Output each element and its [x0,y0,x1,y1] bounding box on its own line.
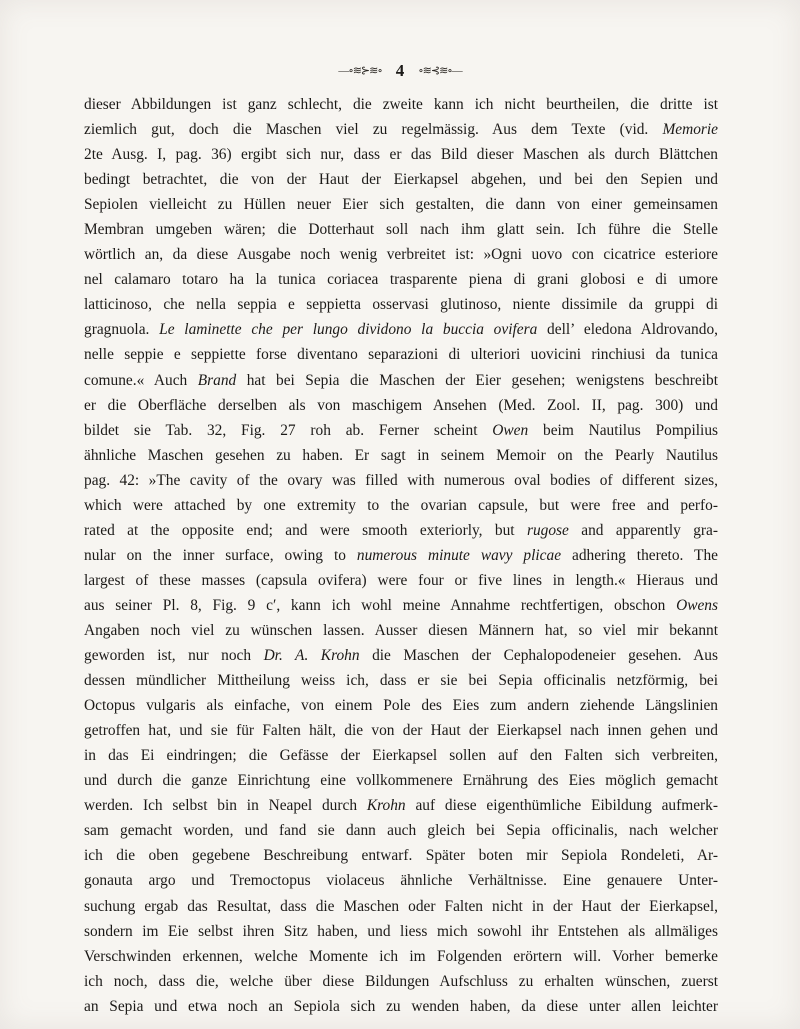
text-run: Sepiolen vielleicht zu Hüllen neuer Eier sich gestalten, die dann von einer gemeinsamen [84,196,718,214]
text-line [84,493,718,518]
text-line [84,793,718,818]
text-line [84,868,718,893]
text-line [84,944,718,969]
text-run: Octopus vulgaris als einfache, von einem Pole des Eies zum andern ziehende Längslinien [84,697,718,715]
text-run: which were attached by one extremity to the ovarian capsule, but were free and perfo- [84,496,718,514]
text-line [84,994,718,1019]
text-run: 2te Ausg. I, pag. 36) ergibt sich nur, dass er das Bild dieser Maschen als durch Blättchen [84,146,718,164]
text-run: ich die oben gegebene Beschreibung entwarf. Später boten mir Sepiola Rondeleti, Ar- [84,847,718,865]
body-text [84,92,718,1019]
text-run: und durch die ganze Einrichtung eine vollkommenere Ernährung des Eies möglich gemacht [84,772,718,790]
text-line [84,267,718,292]
text-line [84,192,718,217]
text-line [84,718,718,743]
italic-text: numerous minute wavy plicae [356,546,562,564]
text-line [84,768,718,793]
text-line [84,693,718,718]
text-run: beim Nautilus Pompilius [528,421,718,439]
text-line [84,117,718,142]
text-run: getroffen hat, und sie für Falten hält, die von der Haut der Eierkapsel nach innen gehen und [84,722,718,740]
text-line [84,543,718,568]
text-run: an Sepia und etwa noch an Sepiola sich zu wenden haben, da diese unter allen leichter [84,997,718,1015]
text-run: latticinoso, che nella seppia e seppietta osservasi glutinoso, niente dissimile da gruppi di [84,296,718,314]
text-run: nular on the inner surface, owing to [84,546,357,564]
italic-text: Owens [676,596,718,614]
text-line [84,593,718,618]
text-run: sondern im Eie selbst ihren Sitz haben, und liess mich sowohl ihr Entstehen als allmäliges [84,922,718,940]
italic-text: rugose [526,521,569,539]
italic-text: Brand [197,371,237,389]
italic-text: Le laminette che per lungo dividono la buccia ovifera [159,321,538,339]
italic-text: Dr. A. Krohn [263,647,360,665]
text-run: dessen mündlicher Mittheilung weiss ich, dass er sie bei Sepia officinalis netzförmig, bei [84,672,718,690]
text-run: er die Oberfläche derselben als von maschigem Ansehen (Med. Zool. II, pag. 300) und [84,396,718,414]
text-run: gragnuola. [84,321,160,339]
text-line [84,894,718,919]
text-run: ähnliche Maschen gesehen zu haben. Er sagt in seinem Memoir on the Pearly Nautilus [84,446,718,464]
header-ornament-right: ∘≋⊰≋∘— [418,65,462,78]
text-line [84,342,718,367]
text-run: bildet sie Tab. 32, Fig. 27 roh ab. Ferner scheint [84,421,493,439]
text-run: in das Ei eindringen; die Gefässe der Eierkapsel sollen auf den Falten sich verbreiten, [84,747,718,765]
text-run: gonauta argo und Tremoctopus violaceus ähnliche Verhältnisse. Eine genauere Unter- [84,872,718,890]
text-run: aus seiner Pl. 8, Fig. 9 c′, kann ich wohl meine Annahme rechtfertigen, obschon [84,596,677,614]
text-run: largest of these masses (capsula ovifera) were four or five lines in length.« Hieraus und [84,571,718,589]
text-line [84,167,718,192]
text-run: ziemlich gut, doch die Maschen viel zu regelmässig. Aus dem Texte (vid. [84,121,663,139]
text-line [84,92,718,117]
text-line [84,668,718,693]
text-line [84,393,718,418]
header-ornament-left: —∘≋⊱≋∘ [338,65,382,78]
text-line [84,443,718,468]
text-line [84,919,718,944]
text-line [84,292,718,317]
text-run: nel calamaro totaro ha la tunica coriacea trasparente piena di grani globosi e di umore [84,271,718,289]
text-line [84,618,718,643]
text-line [84,743,718,768]
page-header [0,60,800,82]
text-run: nelle seppie e seppiette forse diventano separazioni di ulteriori uovicini rinchiusi da tunica [84,346,718,364]
text-run: wörtlich an, da diese Ausgabe noch wenig verbreitet ist: »Ogni uovo con cicatrice esteriore [84,246,718,264]
text-run: dell’ eledona Aldrovando, [537,321,718,339]
text-run: dieser Abbildungen ist ganz schlecht, die zweite kann ich nicht beurtheilen, die dritte ist [84,96,718,113]
text-run: suchung ergab das Resultat, dass die Maschen oder Falten nicht in der Haut der Eierkapsel, [84,897,718,915]
italic-text: Memorie [662,121,718,139]
text-line [84,843,718,868]
text-run: adhering thereto. The [561,546,718,564]
text-line [84,418,718,443]
text-run: werden. Ich selbst bin in Neapel durch [84,797,367,815]
italic-text: Owen [492,421,529,439]
text-run: and apparently gra- [568,521,718,539]
text-line [84,969,718,994]
text-run: die Maschen der Cephalopodeneier gesehen. Aus [359,647,718,665]
text-run: rated at the opposite end; and were smooth exteriorly, but [84,521,527,539]
text-line [84,368,718,393]
text-run: Angaben noch viel zu wünschen lassen. Ausser diesen Männern hat, so viel mir bekannt [84,621,718,639]
text-line [84,468,718,493]
text-run: bedingt betrachtet, die von der Haut der Eierkapsel abgehen, und bei den Sepien und [84,171,718,189]
text-run: comune.« Auch [84,371,198,389]
text-run: Membran umgeben wären; die Dotterhaut soll nach ihm glatt sein. Ich führe die Stelle [84,221,718,239]
page-number: 4 [395,61,405,81]
text-line [84,317,718,342]
text-run: Verschwinden erkennen, welche Momente ich im Folgenden erörtern will. Vorher bemerke [84,947,718,965]
text-line [84,242,718,267]
text-line [84,217,718,242]
text-line [84,518,718,543]
text-run: pag. 42: »The cavity of the ovary was filled with numerous oval bodies of different sizes, [84,471,718,489]
text-line [84,643,718,668]
text-line [84,142,718,167]
text-run: hat bei Sepia die Maschen der Eier gesehen; wenigstens beschreibt [236,371,718,389]
italic-text: Krohn [366,797,406,815]
text-line [84,568,718,593]
text-run: geworden ist, nur noch [84,647,264,665]
text-line [84,818,718,843]
text-run: sam gemacht worden, und fand sie dann auch gleich bei Sepia officinalis, nach welcher [84,822,718,840]
text-run: auf diese eigenthümliche Eibildung aufmerk- [405,797,718,815]
text-run: ich noch, dass die, welche über diese Bildungen Aufschluss zu erhalten wünschen, zuerst [84,972,718,990]
